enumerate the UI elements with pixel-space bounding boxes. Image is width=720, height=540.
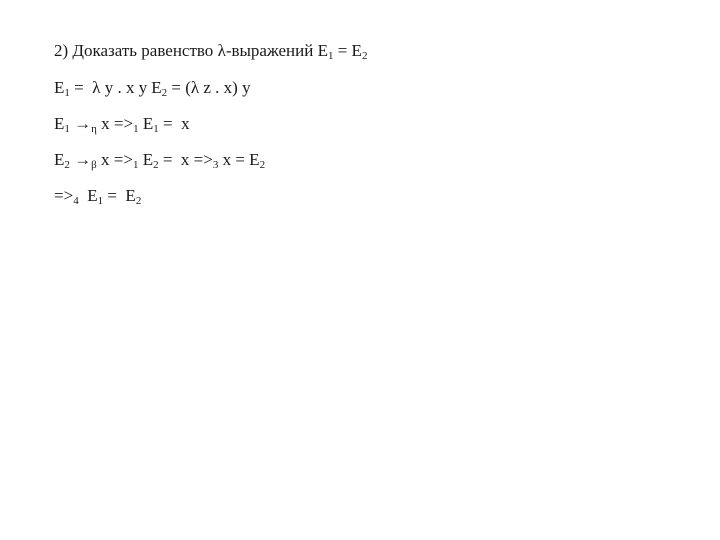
def-e1-body: = λ y . x y [69,78,148,97]
red2-e-again: E [138,150,154,169]
def-e2-subscript: 2 [161,87,168,99]
def-e2-symbol: E [151,78,162,97]
title-subscript-1: 1 [327,50,334,62]
red1-e-again: E [138,114,154,133]
red1-rule-eta: η [91,123,97,135]
title-prefix: 2) Доказать равенство [54,41,218,60]
red1-mid: x => [96,114,134,133]
red1-e-subscript: 1 [64,123,70,135]
title-equals: = E [333,41,362,60]
slide-title [54,41,367,61]
definitions-line [54,78,251,98]
title-rest: -выражений E [225,41,328,60]
red1-e-symbol: E [54,114,65,133]
concl-arrow: => [54,186,74,205]
concl-equals: = E [103,186,136,205]
reduction-e2-line [54,150,265,170]
title-lambda: λ [217,41,226,60]
def-e2-body: = (λ z . x) y [167,78,251,97]
red2-e-subscript: 2 [64,159,70,171]
red2-e-again-subscript: 2 [153,159,159,171]
def-e1-symbol: E [54,78,65,97]
red2-tail-subscript: 2 [259,159,266,171]
concl-e1-subscript: 1 [97,195,104,207]
red2-step2: 3 [212,159,219,171]
title-subscript-2: 2 [361,50,368,62]
reduction-e1-line [54,114,190,134]
red2-arrow: → [69,150,92,169]
red1-step: 1 [133,123,139,135]
red1-e-again-subscript: 1 [153,123,159,135]
red2-tail: x = E [218,150,260,169]
red1-arrow: → [69,114,92,133]
concl-step: 4 [73,195,79,207]
red1-result: = x [158,114,190,133]
red2-mid: x => [96,150,133,169]
red2-e-symbol: E [54,150,65,169]
conclusion-line [54,186,141,206]
red2-mid2: = x => [158,150,213,169]
red2-step: 1 [132,159,139,171]
def-e1-subscript: 1 [64,87,70,99]
concl-e2-subscript: 2 [135,195,142,207]
concl-e1: E [78,186,98,205]
red2-rule-beta: β [91,159,97,171]
